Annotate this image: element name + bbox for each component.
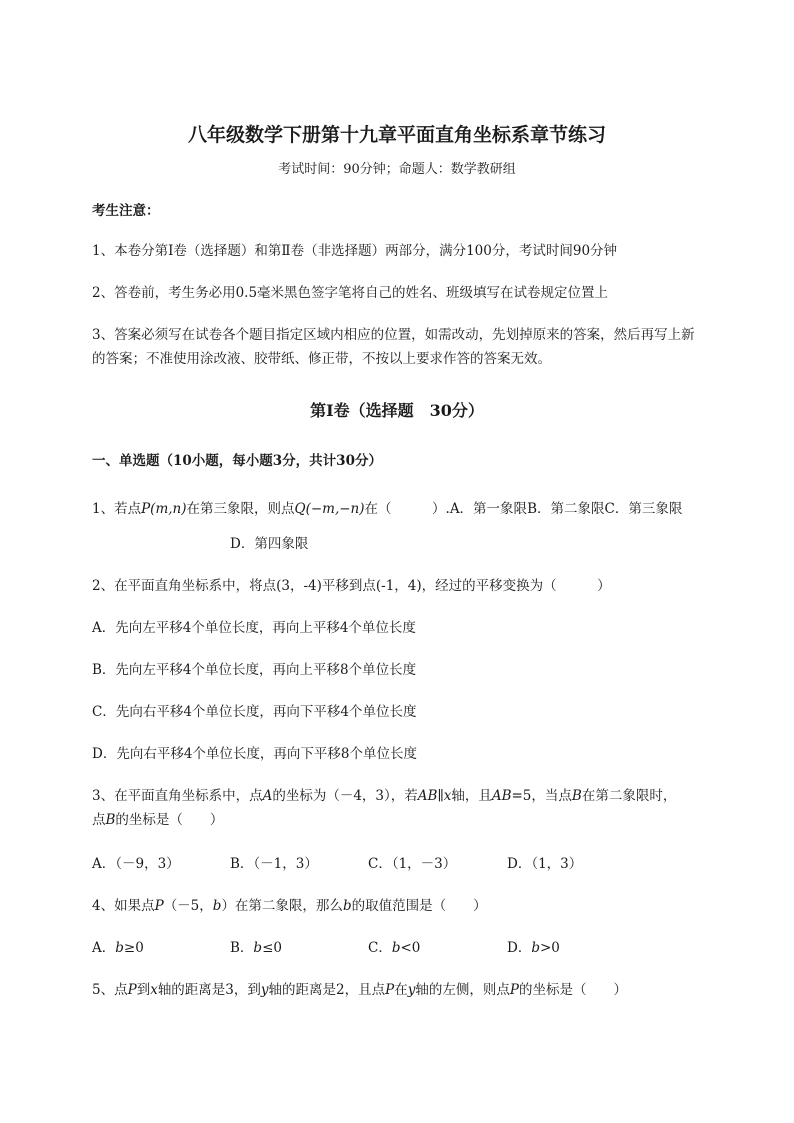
option-b: B．（－1，3）	[230, 856, 318, 872]
option-c: C．先向右平移4个单位长度，再向下平移4个单位长度	[92, 704, 417, 720]
option-c: C．第三象限	[604, 501, 683, 517]
notice-heading: 考生注意：	[92, 203, 160, 219]
section-title: 第I卷（选择题 30分）	[310, 401, 484, 420]
question-4: 4、如果点P（－5，b）在第二象限，那么b的取值范围是（ ）	[92, 898, 487, 914]
exam-info: 考试时间：90分钟；命题人：数学教研组	[278, 162, 516, 177]
question-3-cont: 点B的坐标是（ ）	[92, 812, 224, 828]
notice-item-3: 3、答案必须写在试卷各个题目指定区域内相应的位置，如需改动，先划掉原来的答案，然后再写上新	[92, 327, 695, 343]
point-q: Q(−m,−n)	[294, 501, 365, 517]
option-a: A．b≥0	[92, 940, 144, 956]
point-p: P(m,n)	[141, 501, 187, 517]
question-2: 2、在平面直角坐标系中，将点(3，-4)平移到点(-1，4)，经过的平移变换为（ ）	[92, 578, 611, 594]
option-d: D．b>0	[507, 940, 560, 956]
question-1: 1、若点P(m,n)在第三象限，则点Q(−m,−n)在（ ）.A．第一象限B．第二象限C．第三象限	[92, 501, 683, 517]
option-d: D．先向右平移4个单位长度，再向下平移8个单位长度	[92, 746, 418, 762]
notice-item-3-cont: 的答案；不准使用涂改液、胶带纸、修正带，不按以上要求作答的答案无效。	[92, 351, 551, 367]
option-b: B．b≤0	[230, 940, 282, 956]
option-d: D．第四象限	[230, 536, 309, 552]
notice-item-2: 2、答卷前，考生务必用0.5毫米黑色签字笔将自己的姓名、班级填写在试卷规定位置上	[92, 285, 609, 301]
option-c: C．（1，－3）	[368, 856, 457, 872]
option-b: B．第二象限	[527, 501, 605, 517]
option-a: A．先向左平移4个单位长度，再向上平移4个单位长度	[92, 620, 416, 636]
notice-item-1: 1、本卷分第I卷（选择题）和第Ⅱ卷（非选择题）两部分，满分100分，考试时间90分钟	[92, 243, 618, 259]
option-a: A．第一象限	[449, 501, 528, 517]
page-title: 八年级数学下册第十九章平面直角坐标系章节练习	[187, 124, 606, 146]
question-3: 3、在平面直角坐标系中，点A的坐标为（－4，3），若AB∥x轴，且AB=5，当点B在第二象限时，	[92, 788, 677, 804]
option-a: A．（－9，3）	[92, 856, 180, 872]
question-5: 5、点P到x轴的距离是3，到y轴的距离是2，且点P在y轴的左侧，则点P的坐标是（ ）	[92, 982, 627, 998]
option-b: B．先向左平移4个单位长度，再向上平移8个单位长度	[92, 662, 417, 678]
part-heading: 一、单选题（10小题，每小题3分，共计30分）	[92, 453, 382, 469]
option-d: D．（1，3）	[507, 856, 583, 872]
option-c: C．b<0	[368, 940, 421, 956]
